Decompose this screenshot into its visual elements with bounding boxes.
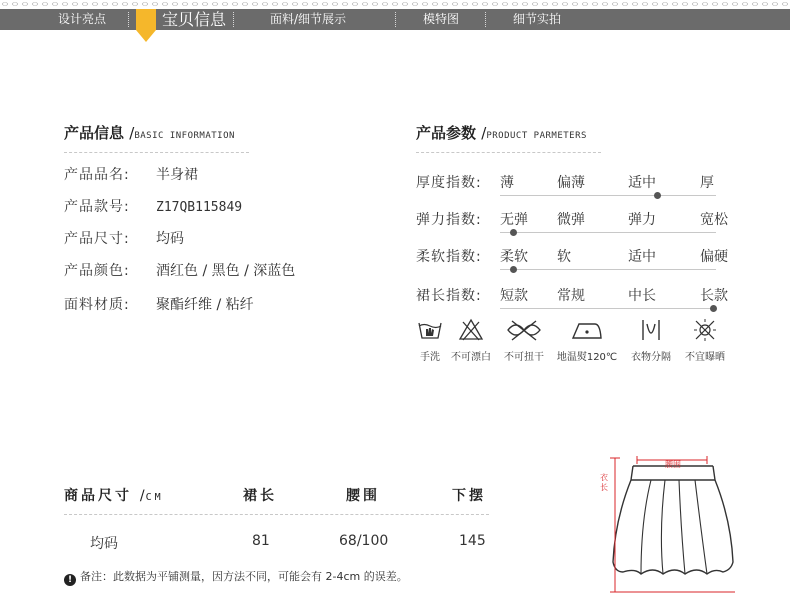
info-label: 产品颜色: xyxy=(64,263,130,279)
param-option: 弹力 xyxy=(628,212,656,228)
no-sun-dry-icon xyxy=(692,318,718,342)
nav-item-model[interactable]: 模特图 xyxy=(423,12,460,26)
info-value: 半身裙 xyxy=(156,167,198,183)
size-table-divider xyxy=(64,514,489,515)
param-option: 薄 xyxy=(500,175,514,191)
info-value: Z17QB115849 xyxy=(156,200,243,215)
param-option: 适中 xyxy=(628,175,656,191)
skirt-outline xyxy=(613,466,733,574)
size-row-label: 均码 xyxy=(90,536,118,552)
param-option: 偏薄 xyxy=(557,175,585,191)
info-value: 聚酯纤维 / 粘纤 xyxy=(156,297,254,313)
care-item xyxy=(680,318,730,363)
care-label: 不可扭干 xyxy=(504,352,544,363)
param-option: 长款 xyxy=(700,288,728,304)
param-option: 偏硬 xyxy=(700,249,728,265)
param-label: 弹力指数: xyxy=(416,212,482,228)
param-option: 柔软 xyxy=(500,249,528,265)
info-value: 均码 xyxy=(156,231,184,247)
param-option: 微弹 xyxy=(557,212,585,228)
info-value: 酒红色 / 黑色 / 深蓝色 xyxy=(156,263,296,279)
param-label: 厚度指数: xyxy=(416,175,482,191)
nav-divider xyxy=(485,12,486,27)
param-selected-dot xyxy=(510,229,517,236)
size-note xyxy=(64,568,408,586)
care-item xyxy=(626,318,676,363)
length-label-1: 衣 xyxy=(600,473,608,482)
info-title-en: BASIC INFORMATION xyxy=(134,131,235,141)
note-text: 备注：此数据为平铺测量，因方法不同，可能会有 2-4cm 的误差。 xyxy=(80,570,408,583)
nav-item-detail-photos[interactable]: 细节实拍 xyxy=(513,12,562,26)
param-option: 适中 xyxy=(628,249,656,265)
param-label: 柔软指数: xyxy=(416,249,482,265)
no-bleach-icon xyxy=(458,318,484,342)
care-item xyxy=(448,318,494,363)
param-option: 常规 xyxy=(557,288,585,304)
size-table-title xyxy=(64,485,164,505)
param-selected-dot xyxy=(710,305,717,312)
top-chain-border xyxy=(0,0,790,8)
param-option: 无弹 xyxy=(500,212,528,228)
waist-label: 腰围 xyxy=(665,460,681,469)
care-label: 手洗 xyxy=(420,352,440,363)
care-item xyxy=(500,318,548,363)
info-row-name xyxy=(64,165,198,185)
info-section-title xyxy=(64,122,235,143)
hand-wash-icon xyxy=(417,318,443,342)
size-col-hem: 下摆 xyxy=(452,488,486,504)
info-row-material xyxy=(64,295,254,315)
size-unit: CM xyxy=(145,492,164,503)
param-selected-dot xyxy=(510,266,517,273)
info-title-cn: 产品信息 xyxy=(64,124,125,142)
info-label: 产品款号: xyxy=(64,199,130,215)
title-slash: / xyxy=(139,488,146,504)
skirt-measure-diagram xyxy=(595,450,760,600)
param-scale-line xyxy=(500,195,716,196)
care-item xyxy=(416,318,444,363)
size-col-waist: 腰围 xyxy=(346,488,380,504)
info-row-color xyxy=(64,261,295,281)
info-label: 产品尺寸: xyxy=(64,231,130,247)
params-title-en: PRODUCT PARMETERS xyxy=(486,131,587,141)
warning-icon: ! xyxy=(64,574,76,586)
care-label: 不宜曝晒 xyxy=(685,352,725,363)
params-section-title xyxy=(416,122,587,143)
nav-item-design-highlights[interactable]: 设计亮点 xyxy=(58,12,107,26)
size-value-hem: 145 xyxy=(459,533,486,549)
care-label: 衣物分隔 xyxy=(631,352,671,363)
params-title-cn: 产品参数 xyxy=(416,124,477,142)
param-option: 中长 xyxy=(628,288,656,304)
nav-bar xyxy=(0,9,790,30)
title-slash: / xyxy=(129,124,135,142)
param-scale-line xyxy=(500,269,716,270)
size-col-length: 裙长 xyxy=(243,488,277,504)
param-selected-dot xyxy=(654,192,661,199)
care-item xyxy=(555,318,619,363)
params-divider xyxy=(416,152,601,153)
param-option: 宽松 xyxy=(700,212,728,228)
param-option: 短款 xyxy=(500,288,528,304)
no-wring-icon xyxy=(504,318,544,342)
param-option: 软 xyxy=(557,249,571,265)
size-value-waist: 68/100 xyxy=(339,533,389,549)
param-scale-line xyxy=(500,232,716,233)
info-row-style-no xyxy=(64,197,242,217)
nav-item-product-info[interactable]: 宝贝信息 xyxy=(162,10,227,29)
care-label: 地温熨120℃ xyxy=(556,352,618,363)
nav-divider xyxy=(128,12,129,27)
title-slash: / xyxy=(481,124,487,142)
param-label: 裙长指数: xyxy=(416,288,482,304)
nav-active-marker xyxy=(136,9,156,30)
info-row-size xyxy=(64,229,184,249)
separate-wash-icon xyxy=(638,318,664,342)
low-iron-icon xyxy=(570,318,604,342)
nav-divider xyxy=(395,12,396,27)
info-label: 面料材质: xyxy=(64,297,130,313)
nav-active-arrow xyxy=(136,30,156,42)
size-value-length: 81 xyxy=(252,533,270,549)
length-label-2: 长 xyxy=(600,483,608,492)
nav-divider xyxy=(233,12,234,27)
care-label: 不可漂白 xyxy=(451,352,491,363)
param-option: 厚 xyxy=(700,175,714,191)
info-divider xyxy=(64,152,249,153)
param-scale-line xyxy=(500,308,716,309)
nav-item-fabric-details[interactable]: 面料/细节展示 xyxy=(270,12,347,26)
size-title: 商品尺寸 xyxy=(64,488,132,504)
info-label: 产品品名: xyxy=(64,167,130,183)
